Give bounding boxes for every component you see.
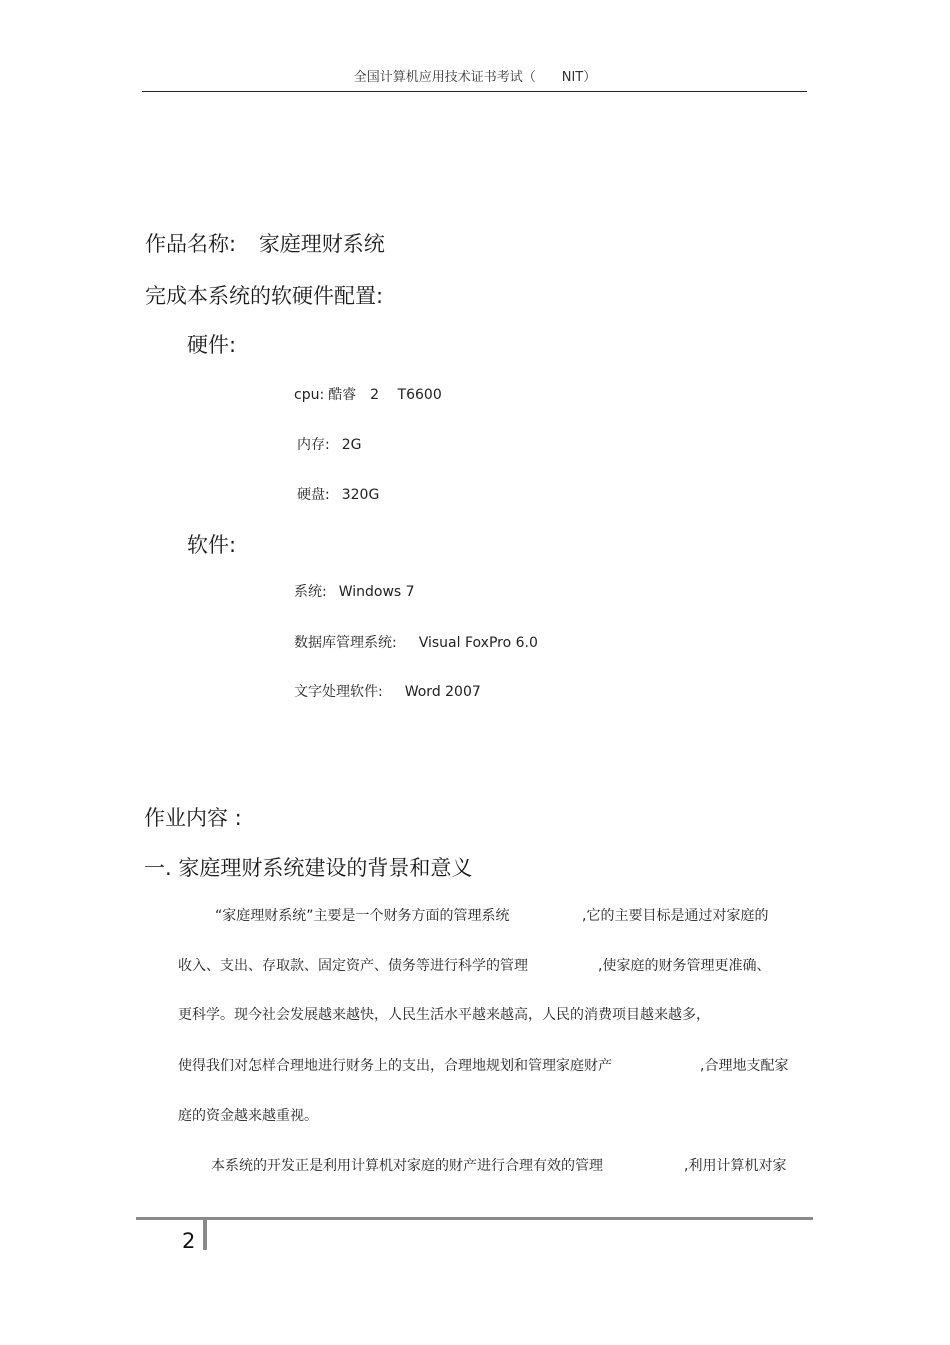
spec-label: 硬盘:	[297, 487, 330, 503]
work-name-value: 家庭理财系统	[258, 232, 385, 256]
spec-value: Windows 7	[338, 584, 415, 600]
paragraph-line-tail: ,它的主要目标是通过对家庭的	[582, 908, 769, 924]
work-name-label: 作品名称:	[145, 232, 237, 256]
paragraph-line: “家庭理财系统”主要是一个财务方面的管理系统	[215, 908, 510, 924]
spec-value: 酷睿 2 T6600	[328, 387, 442, 403]
running-header: 全国计算机应用技术证书考试（ NIT）	[353, 70, 597, 85]
hardware-item-cpu	[294, 384, 442, 404]
software-item-os	[294, 581, 415, 601]
page-number: 2	[182, 1229, 196, 1253]
spec-value: 2G	[341, 437, 362, 453]
hardware-heading: 硬件:	[187, 333, 237, 357]
paragraph-line-tail: ,使家庭的财务管理更准确、	[598, 958, 771, 974]
spec-label: 内存:	[297, 437, 330, 453]
spec-label: 系统:	[294, 584, 327, 600]
software-heading: 软件:	[187, 533, 237, 557]
spec-value: Word 2007	[404, 684, 481, 700]
paragraph-line: 本系统的开发正是利用计算机对家庭的财产进行合理有效的管理	[211, 1158, 603, 1174]
paragraph-line: 使得我们对怎样合理地进行财务上的支出，合理地规划和管理家庭财产	[178, 1058, 612, 1074]
hardware-item-memory	[297, 434, 361, 454]
paragraph-line: 收入、支出、存取款、固定资产、债务等进行科学的管理	[178, 958, 528, 974]
paragraph-line-tail: ,合理地支配家	[700, 1058, 789, 1074]
paragraph-line: 庭的资金越来越重视。	[178, 1108, 318, 1124]
spec-label: cpu:	[294, 387, 325, 403]
header-rule	[142, 91, 807, 92]
paragraph-line-tail: ,利用计算机对家	[684, 1158, 787, 1174]
footer-rule	[136, 1217, 813, 1220]
assignment-heading: 作业内容 :	[144, 806, 242, 830]
work-name-line	[145, 228, 385, 258]
paragraph-line: 更科学。现今社会发展越来越快，人民生活水平越来越高，人民的消费项目越来越多，	[178, 1007, 710, 1023]
config-heading: 完成本系统的软硬件配置:	[145, 284, 384, 308]
software-item-wordproc	[294, 681, 481, 701]
spec-label: 数据库管理系统:	[294, 635, 397, 651]
software-item-dbms	[294, 632, 538, 652]
section-title: 一. 家庭理财系统建设的背景和意义	[144, 856, 473, 880]
spec-value: Visual FoxPro 6.0	[418, 635, 538, 651]
spec-value: 320G	[341, 487, 380, 503]
hardware-item-disk	[297, 484, 379, 504]
spec-label: 文字处理软件:	[294, 684, 383, 700]
footer-divider-bar	[203, 1217, 207, 1250]
